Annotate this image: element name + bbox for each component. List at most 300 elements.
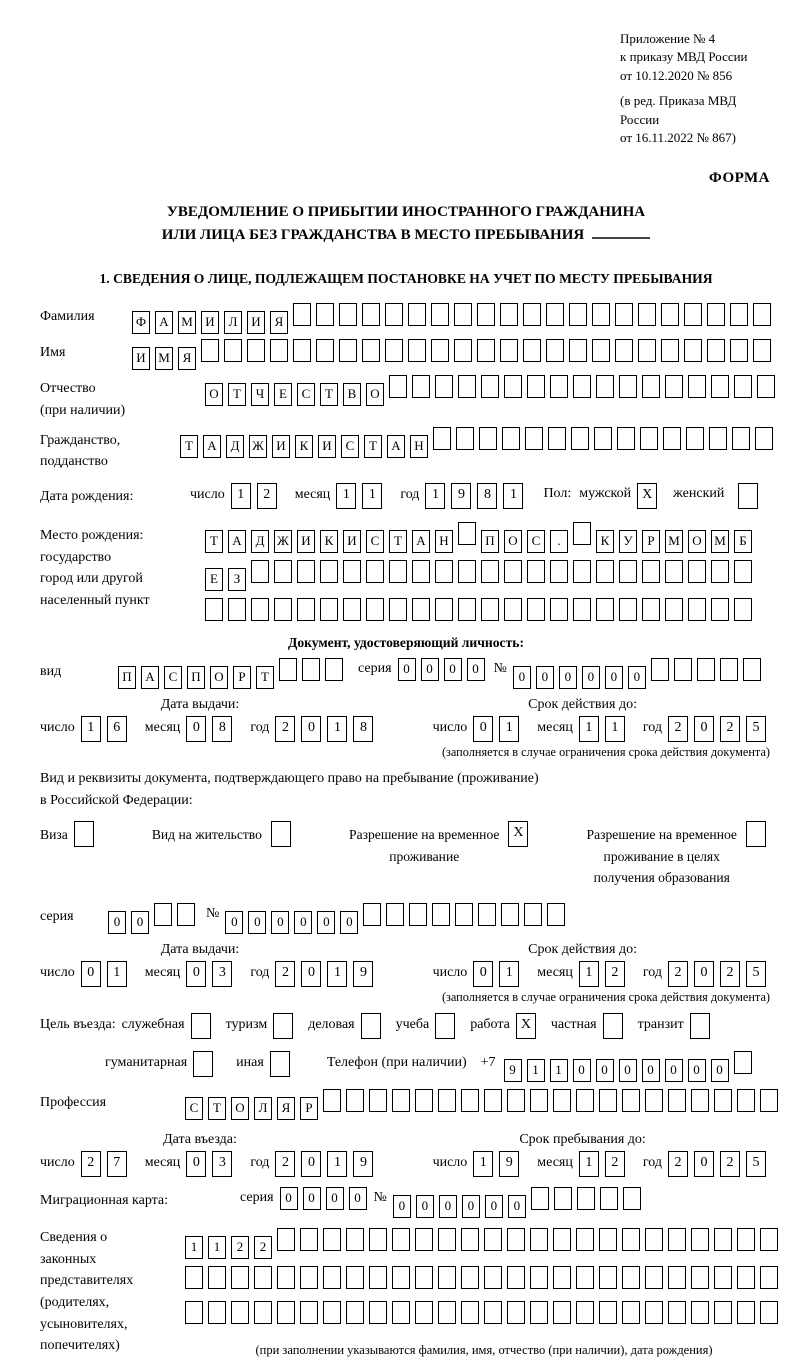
- char-cell[interactable]: С: [527, 530, 545, 553]
- char-cell[interactable]: [346, 1266, 364, 1289]
- char-cell[interactable]: [231, 1266, 249, 1289]
- char-cell[interactable]: [691, 1301, 709, 1324]
- char-cell[interactable]: [177, 903, 195, 926]
- char-cell[interactable]: 1: [503, 483, 523, 509]
- char-cell[interactable]: [458, 522, 476, 545]
- char-cell[interactable]: [576, 1266, 594, 1289]
- char-cell[interactable]: [690, 1013, 710, 1039]
- char-cell[interactable]: 2: [668, 961, 688, 987]
- char-cell[interactable]: 2: [668, 716, 688, 742]
- char-cell[interactable]: Я: [178, 347, 196, 370]
- char-cell[interactable]: [569, 339, 587, 362]
- char-cell[interactable]: 1: [362, 483, 382, 509]
- char-cell[interactable]: [501, 903, 519, 926]
- char-cell[interactable]: Т: [256, 666, 274, 689]
- char-cell[interactable]: [270, 1051, 290, 1077]
- char-cell[interactable]: [389, 375, 407, 398]
- char-cell[interactable]: [300, 1228, 318, 1251]
- char-cell[interactable]: [592, 339, 610, 362]
- char-cell[interactable]: 0: [485, 1195, 503, 1218]
- char-cell[interactable]: [688, 560, 706, 583]
- char-cell[interactable]: 0: [271, 911, 289, 934]
- char-cell[interactable]: [622, 1089, 640, 1112]
- char-cell[interactable]: [201, 339, 219, 362]
- char-cell[interactable]: И: [247, 311, 265, 334]
- char-cell[interactable]: [339, 303, 357, 326]
- char-cell[interactable]: Н: [435, 530, 453, 553]
- char-cell[interactable]: [302, 658, 320, 681]
- char-cell[interactable]: [737, 1228, 755, 1251]
- char-cell[interactable]: О: [688, 530, 706, 553]
- char-cell[interactable]: [454, 303, 472, 326]
- char-cell[interactable]: [737, 1266, 755, 1289]
- char-cell[interactable]: 0: [473, 961, 493, 987]
- char-cell[interactable]: [154, 903, 172, 926]
- char-cell[interactable]: [596, 560, 614, 583]
- char-cell[interactable]: 0: [131, 911, 149, 934]
- char-cell[interactable]: 1: [605, 716, 625, 742]
- char-cell[interactable]: [484, 1266, 502, 1289]
- char-cell[interactable]: [479, 427, 497, 450]
- char-cell[interactable]: [320, 560, 338, 583]
- char-cell[interactable]: В: [343, 383, 361, 406]
- char-cell[interactable]: Л: [254, 1097, 272, 1120]
- char-cell[interactable]: 0: [108, 911, 126, 934]
- char-cell[interactable]: [455, 903, 473, 926]
- char-cell[interactable]: А: [203, 435, 221, 458]
- char-cell[interactable]: 1: [81, 716, 101, 742]
- char-cell[interactable]: И: [343, 530, 361, 553]
- char-cell[interactable]: 0: [536, 666, 554, 689]
- char-cell[interactable]: [435, 598, 453, 621]
- char-cell[interactable]: [622, 1266, 640, 1289]
- char-cell[interactable]: [458, 560, 476, 583]
- char-cell[interactable]: [746, 821, 766, 847]
- char-cell[interactable]: [760, 1228, 778, 1251]
- char-cell[interactable]: Е: [274, 383, 292, 406]
- char-cell[interactable]: [369, 1089, 387, 1112]
- char-cell[interactable]: [571, 427, 589, 450]
- char-cell[interactable]: [274, 560, 292, 583]
- char-cell[interactable]: 0: [711, 1059, 729, 1082]
- char-cell[interactable]: 5: [746, 716, 766, 742]
- char-cell[interactable]: [502, 427, 520, 450]
- char-cell[interactable]: [573, 560, 591, 583]
- char-cell[interactable]: [251, 560, 269, 583]
- char-cell[interactable]: [638, 339, 656, 362]
- title-blank-field[interactable]: [592, 224, 650, 239]
- char-cell[interactable]: [642, 598, 660, 621]
- char-cell[interactable]: 1: [527, 1059, 545, 1082]
- char-cell[interactable]: [500, 339, 518, 362]
- char-cell[interactable]: [231, 1301, 249, 1324]
- char-cell[interactable]: [293, 303, 311, 326]
- char-cell[interactable]: 0: [688, 1059, 706, 1082]
- char-cell[interactable]: [753, 303, 771, 326]
- char-cell[interactable]: [270, 339, 288, 362]
- char-cell[interactable]: [432, 903, 450, 926]
- char-cell[interactable]: [730, 303, 748, 326]
- char-cell[interactable]: [663, 427, 681, 450]
- char-cell[interactable]: [274, 598, 292, 621]
- char-cell[interactable]: [454, 339, 472, 362]
- char-cell[interactable]: [760, 1266, 778, 1289]
- char-cell[interactable]: [707, 303, 725, 326]
- char-cell[interactable]: [688, 598, 706, 621]
- char-cell[interactable]: [408, 303, 426, 326]
- char-cell[interactable]: 0: [294, 911, 312, 934]
- char-cell[interactable]: [546, 339, 564, 362]
- char-cell[interactable]: С: [366, 530, 384, 553]
- char-cell[interactable]: [623, 1187, 641, 1210]
- char-cell[interactable]: 0: [416, 1195, 434, 1218]
- char-cell[interactable]: У: [619, 530, 637, 553]
- char-cell[interactable]: М: [711, 530, 729, 553]
- char-cell[interactable]: [316, 303, 334, 326]
- char-cell[interactable]: [573, 375, 591, 398]
- char-cell[interactable]: [531, 1187, 549, 1210]
- char-cell[interactable]: [74, 821, 94, 847]
- char-cell[interactable]: 0: [665, 1059, 683, 1082]
- char-cell[interactable]: [603, 1013, 623, 1039]
- char-cell[interactable]: [392, 1089, 410, 1112]
- char-cell[interactable]: [431, 339, 449, 362]
- char-cell[interactable]: [438, 1301, 456, 1324]
- char-cell[interactable]: И: [318, 435, 336, 458]
- char-cell[interactable]: [343, 598, 361, 621]
- char-cell[interactable]: [645, 1089, 663, 1112]
- char-cell[interactable]: [247, 339, 265, 362]
- char-cell[interactable]: [277, 1266, 295, 1289]
- char-cell[interactable]: [504, 598, 522, 621]
- char-cell[interactable]: [300, 1266, 318, 1289]
- char-cell[interactable]: 1: [499, 961, 519, 987]
- char-cell[interactable]: [665, 598, 683, 621]
- char-cell[interactable]: Д: [226, 435, 244, 458]
- char-cell[interactable]: [596, 375, 614, 398]
- char-cell[interactable]: [254, 1266, 272, 1289]
- char-cell[interactable]: [645, 1266, 663, 1289]
- char-cell[interactable]: 1: [425, 483, 445, 509]
- char-cell[interactable]: 2: [668, 1151, 688, 1177]
- char-cell[interactable]: 9: [353, 1151, 373, 1177]
- char-cell[interactable]: [362, 339, 380, 362]
- char-cell[interactable]: Р: [642, 530, 660, 553]
- char-cell[interactable]: 0: [573, 1059, 591, 1082]
- char-cell[interactable]: [431, 303, 449, 326]
- char-cell[interactable]: 0: [508, 1195, 526, 1218]
- char-cell[interactable]: 0: [605, 666, 623, 689]
- char-cell[interactable]: [743, 658, 761, 681]
- char-cell[interactable]: [484, 1228, 502, 1251]
- char-cell[interactable]: [435, 1013, 455, 1039]
- char-cell[interactable]: [392, 1301, 410, 1324]
- char-cell[interactable]: 1: [579, 961, 599, 987]
- char-cell[interactable]: [385, 303, 403, 326]
- char-cell[interactable]: 0: [444, 658, 462, 681]
- char-cell[interactable]: [594, 427, 612, 450]
- char-cell[interactable]: [438, 1228, 456, 1251]
- char-cell[interactable]: [548, 427, 566, 450]
- char-cell[interactable]: 0: [393, 1195, 411, 1218]
- char-cell[interactable]: [569, 303, 587, 326]
- char-cell[interactable]: [523, 339, 541, 362]
- char-cell[interactable]: Ж: [274, 530, 292, 553]
- char-cell[interactable]: [527, 375, 545, 398]
- char-cell[interactable]: [205, 598, 223, 621]
- char-cell[interactable]: 2: [81, 1151, 101, 1177]
- char-cell[interactable]: 0: [694, 961, 714, 987]
- char-cell[interactable]: [737, 1301, 755, 1324]
- char-cell[interactable]: Ж: [249, 435, 267, 458]
- char-cell[interactable]: [714, 1266, 732, 1289]
- char-cell[interactable]: [461, 1301, 479, 1324]
- char-cell[interactable]: [640, 427, 658, 450]
- char-cell[interactable]: [668, 1228, 686, 1251]
- char-cell[interactable]: И: [201, 311, 219, 334]
- char-cell[interactable]: Ф: [132, 311, 150, 334]
- char-cell[interactable]: [325, 658, 343, 681]
- char-cell[interactable]: [550, 598, 568, 621]
- char-cell[interactable]: [753, 339, 771, 362]
- char-cell[interactable]: [530, 1228, 548, 1251]
- char-cell[interactable]: 9: [504, 1059, 522, 1082]
- char-cell[interactable]: [734, 560, 752, 583]
- char-cell[interactable]: 0: [462, 1195, 480, 1218]
- char-cell[interactable]: 0: [303, 1187, 321, 1210]
- char-cell[interactable]: [346, 1301, 364, 1324]
- char-cell[interactable]: С: [341, 435, 359, 458]
- char-cell[interactable]: [323, 1089, 341, 1112]
- char-cell[interactable]: [615, 339, 633, 362]
- char-cell[interactable]: X: [516, 1013, 536, 1039]
- char-cell[interactable]: А: [387, 435, 405, 458]
- char-cell[interactable]: 1: [499, 716, 519, 742]
- char-cell[interactable]: [619, 375, 637, 398]
- char-cell[interactable]: [461, 1266, 479, 1289]
- char-cell[interactable]: [277, 1228, 295, 1251]
- char-cell[interactable]: Ч: [251, 383, 269, 406]
- char-cell[interactable]: [554, 1187, 572, 1210]
- char-cell[interactable]: 0: [398, 658, 416, 681]
- char-cell[interactable]: Т: [205, 530, 223, 553]
- char-cell[interactable]: [553, 1301, 571, 1324]
- char-cell[interactable]: Т: [228, 383, 246, 406]
- char-cell[interactable]: 1: [327, 961, 347, 987]
- char-cell[interactable]: [415, 1089, 433, 1112]
- char-cell[interactable]: А: [141, 666, 159, 689]
- char-cell[interactable]: [714, 1228, 732, 1251]
- char-cell[interactable]: М: [155, 347, 173, 370]
- char-cell[interactable]: 1: [107, 961, 127, 987]
- char-cell[interactable]: 0: [439, 1195, 457, 1218]
- char-cell[interactable]: 0: [559, 666, 577, 689]
- char-cell[interactable]: [553, 1228, 571, 1251]
- char-cell[interactable]: [323, 1266, 341, 1289]
- char-cell[interactable]: [435, 560, 453, 583]
- char-cell[interactable]: [737, 1089, 755, 1112]
- char-cell[interactable]: И: [272, 435, 290, 458]
- char-cell[interactable]: [530, 1301, 548, 1324]
- char-cell[interactable]: [507, 1228, 525, 1251]
- char-cell[interactable]: [408, 339, 426, 362]
- char-cell[interactable]: 3: [212, 1151, 232, 1177]
- char-cell[interactable]: 8: [212, 716, 232, 742]
- char-cell[interactable]: 0: [596, 1059, 614, 1082]
- char-cell[interactable]: 0: [186, 961, 206, 987]
- char-cell[interactable]: [346, 1228, 364, 1251]
- char-cell[interactable]: [576, 1228, 594, 1251]
- char-cell[interactable]: [438, 1266, 456, 1289]
- char-cell[interactable]: [691, 1089, 709, 1112]
- char-cell[interactable]: [389, 560, 407, 583]
- char-cell[interactable]: С: [164, 666, 182, 689]
- char-cell[interactable]: 8: [477, 483, 497, 509]
- char-cell[interactable]: 1: [579, 1151, 599, 1177]
- char-cell[interactable]: [617, 427, 635, 450]
- char-cell[interactable]: С: [297, 383, 315, 406]
- char-cell[interactable]: [461, 1089, 479, 1112]
- char-cell[interactable]: [599, 1228, 617, 1251]
- char-cell[interactable]: [527, 598, 545, 621]
- char-cell[interactable]: 2: [605, 1151, 625, 1177]
- char-cell[interactable]: И: [297, 530, 315, 553]
- char-cell[interactable]: Р: [233, 666, 251, 689]
- char-cell[interactable]: [711, 598, 729, 621]
- char-cell[interactable]: [760, 1089, 778, 1112]
- char-cell[interactable]: [596, 598, 614, 621]
- char-cell[interactable]: Т: [320, 383, 338, 406]
- char-cell[interactable]: 2: [720, 716, 740, 742]
- char-cell[interactable]: [734, 375, 752, 398]
- char-cell[interactable]: Я: [270, 311, 288, 334]
- char-cell[interactable]: [208, 1301, 226, 1324]
- char-cell[interactable]: Е: [205, 568, 223, 591]
- char-cell[interactable]: [461, 1228, 479, 1251]
- char-cell[interactable]: [684, 339, 702, 362]
- char-cell[interactable]: 0: [225, 911, 243, 934]
- char-cell[interactable]: [458, 375, 476, 398]
- char-cell[interactable]: [254, 1301, 272, 1324]
- char-cell[interactable]: [363, 903, 381, 926]
- char-cell[interactable]: 0: [467, 658, 485, 681]
- char-cell[interactable]: [642, 560, 660, 583]
- char-cell[interactable]: [622, 1301, 640, 1324]
- char-cell[interactable]: О: [205, 383, 223, 406]
- char-cell[interactable]: Т: [208, 1097, 226, 1120]
- char-cell[interactable]: 0: [301, 1151, 321, 1177]
- char-cell[interactable]: [507, 1089, 525, 1112]
- char-cell[interactable]: [386, 903, 404, 926]
- char-cell[interactable]: X: [637, 483, 657, 509]
- char-cell[interactable]: 2: [720, 1151, 740, 1177]
- char-cell[interactable]: [732, 427, 750, 450]
- char-cell[interactable]: 3: [212, 961, 232, 987]
- char-cell[interactable]: [550, 375, 568, 398]
- char-cell[interactable]: [684, 303, 702, 326]
- char-cell[interactable]: [730, 339, 748, 362]
- char-cell[interactable]: Д: [251, 530, 269, 553]
- char-cell[interactable]: [228, 598, 246, 621]
- char-cell[interactable]: [525, 427, 543, 450]
- char-cell[interactable]: 0: [473, 716, 493, 742]
- char-cell[interactable]: [362, 303, 380, 326]
- char-cell[interactable]: [619, 560, 637, 583]
- char-cell[interactable]: [366, 598, 384, 621]
- char-cell[interactable]: [709, 427, 727, 450]
- char-cell[interactable]: [477, 303, 495, 326]
- char-cell[interactable]: [481, 375, 499, 398]
- char-cell[interactable]: [638, 303, 656, 326]
- char-cell[interactable]: [224, 339, 242, 362]
- char-cell[interactable]: [599, 1089, 617, 1112]
- char-cell[interactable]: [438, 1089, 456, 1112]
- char-cell[interactable]: [576, 1089, 594, 1112]
- char-cell[interactable]: [320, 598, 338, 621]
- char-cell[interactable]: 1: [208, 1236, 226, 1259]
- char-cell[interactable]: П: [481, 530, 499, 553]
- char-cell[interactable]: 0: [694, 1151, 714, 1177]
- char-cell[interactable]: [599, 1301, 617, 1324]
- char-cell[interactable]: [755, 427, 773, 450]
- char-cell[interactable]: [688, 375, 706, 398]
- char-cell[interactable]: [573, 598, 591, 621]
- char-cell[interactable]: [369, 1266, 387, 1289]
- char-cell[interactable]: [714, 1301, 732, 1324]
- char-cell[interactable]: 1: [336, 483, 356, 509]
- char-cell[interactable]: 1: [185, 1236, 203, 1259]
- char-cell[interactable]: [661, 339, 679, 362]
- char-cell[interactable]: [504, 375, 522, 398]
- char-cell[interactable]: [409, 903, 427, 926]
- char-cell[interactable]: [412, 598, 430, 621]
- char-cell[interactable]: 6: [107, 716, 127, 742]
- char-cell[interactable]: [661, 303, 679, 326]
- char-cell[interactable]: [686, 427, 704, 450]
- char-cell[interactable]: [185, 1301, 203, 1324]
- char-cell[interactable]: Л: [224, 311, 242, 334]
- char-cell[interactable]: Р: [300, 1097, 318, 1120]
- char-cell[interactable]: 0: [513, 666, 531, 689]
- char-cell[interactable]: 5: [746, 961, 766, 987]
- char-cell[interactable]: Н: [410, 435, 428, 458]
- char-cell[interactable]: X: [508, 821, 528, 847]
- char-cell[interactable]: Я: [277, 1097, 295, 1120]
- char-cell[interactable]: П: [187, 666, 205, 689]
- char-cell[interactable]: [481, 560, 499, 583]
- char-cell[interactable]: [523, 303, 541, 326]
- char-cell[interactable]: 1: [327, 1151, 347, 1177]
- char-cell[interactable]: 1: [579, 716, 599, 742]
- char-cell[interactable]: .: [550, 530, 568, 553]
- char-cell[interactable]: [369, 1228, 387, 1251]
- char-cell[interactable]: [385, 339, 403, 362]
- char-cell[interactable]: [507, 1301, 525, 1324]
- char-cell[interactable]: [415, 1228, 433, 1251]
- char-cell[interactable]: [674, 658, 692, 681]
- char-cell[interactable]: [478, 903, 496, 926]
- char-cell[interactable]: [339, 339, 357, 362]
- char-cell[interactable]: 2: [720, 961, 740, 987]
- char-cell[interactable]: [573, 522, 591, 545]
- char-cell[interactable]: П: [118, 666, 136, 689]
- char-cell[interactable]: [389, 598, 407, 621]
- char-cell[interactable]: К: [320, 530, 338, 553]
- char-cell[interactable]: [191, 1013, 211, 1039]
- char-cell[interactable]: [711, 375, 729, 398]
- char-cell[interactable]: З: [228, 568, 246, 591]
- char-cell[interactable]: 0: [619, 1059, 637, 1082]
